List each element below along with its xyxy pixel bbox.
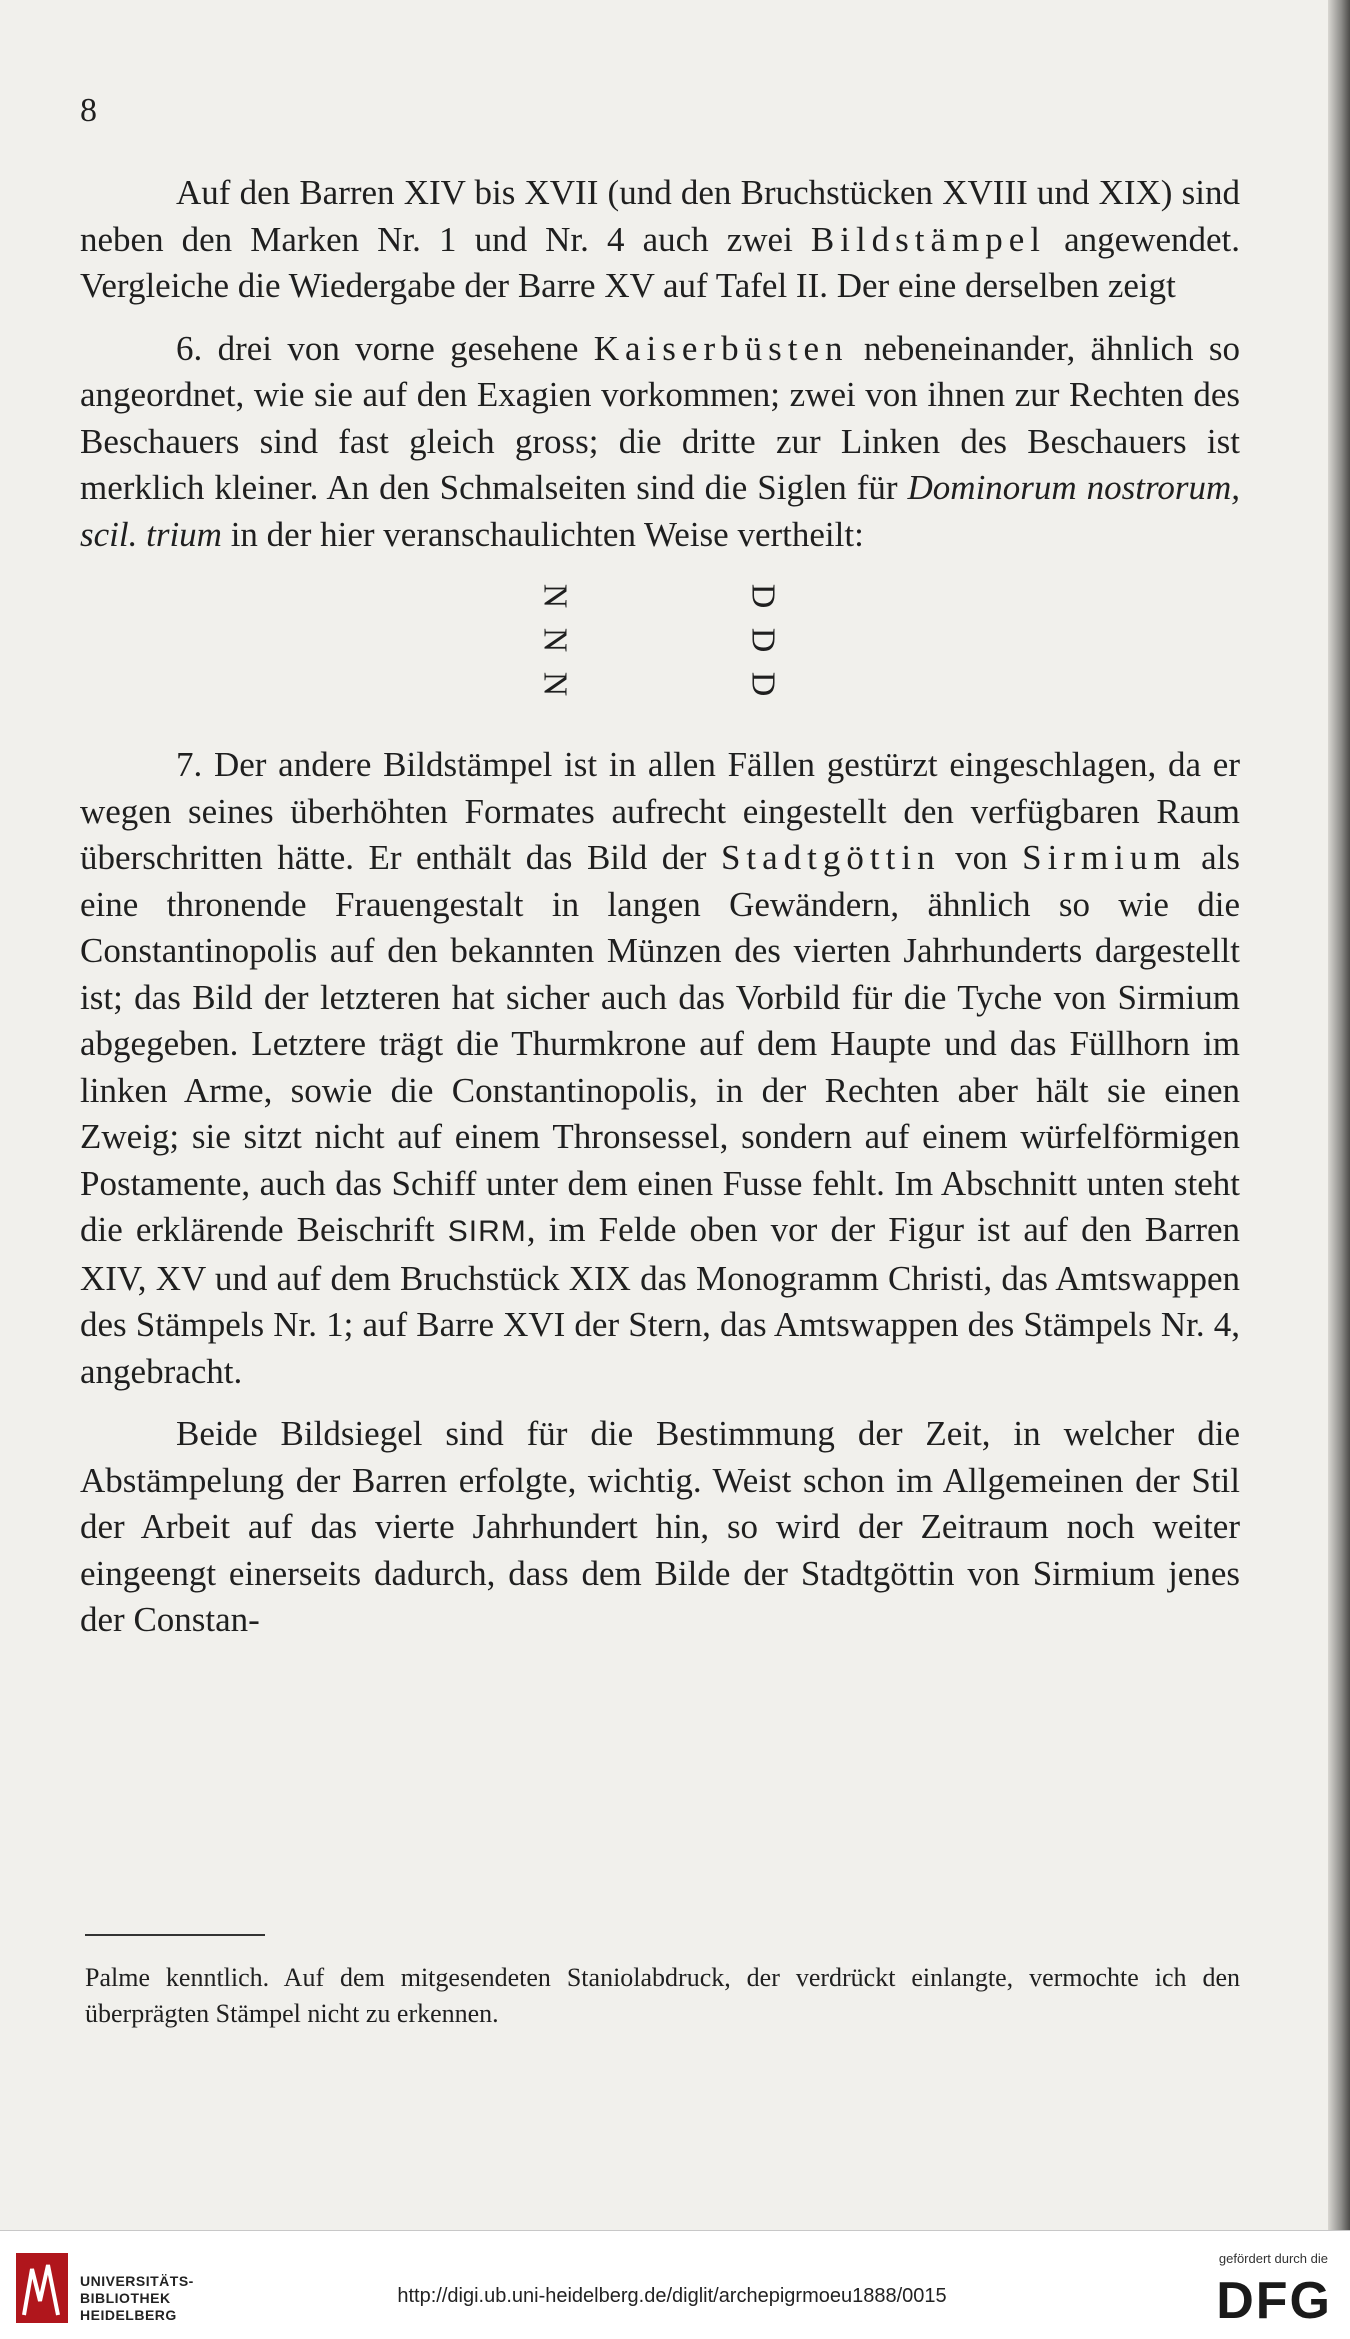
spaced-term: Sirmium bbox=[1022, 838, 1187, 877]
dfg-logo: DFG bbox=[1216, 2272, 1332, 2330]
spaced-term: Stadtgöttin bbox=[720, 838, 941, 877]
footnote-divider bbox=[85, 1934, 265, 1936]
library-name: UNIVERSITÄTS- BIBLIOTHEK HEIDELBERG bbox=[80, 2273, 194, 2323]
permalink-url[interactable]: http://digi.ub.uni-heidelberg.de/diglit/archepigrmoeu1888/0015 bbox=[397, 2285, 947, 2307]
sigla-letter: N bbox=[536, 627, 574, 653]
spaced-term: Bildstämpel bbox=[810, 219, 1047, 259]
body-text bbox=[80, 170, 1240, 1660]
sigla-letter: D bbox=[744, 671, 782, 697]
sigla-letter: N bbox=[536, 671, 574, 697]
paragraph-1: Auf den Barren XIV bis XVII (und den Bruchstücken XVIII und XIX) sind neben den Marken Nr. 1 und Nr. 4 auch zwei Bildstämpel angewendet. Vergleiche die Wiedergabe der Barre XV auf Tafel II. Der eine derselben zeigt bbox=[80, 173, 1240, 305]
paragraph-2: 6. drei von vorne gesehene Kaiserbüsten nebeneinander, ähnlich so angeordnet, wie sie auf den Exagien vorkommen; zwei von ihnen zur Rechten des Beschauers sind fast gleich gross; die dritte zur Linken des Beschauers ist merklich kleiner. An den Schmalseiten sind die Siglen für Dominorum nostrorum, scil. trium in der hier veranschaulichten Weise vertheilt: bbox=[80, 328, 1241, 554]
sigla-diagram bbox=[80, 574, 1240, 724]
page-number: 8 bbox=[80, 92, 97, 129]
spaced-term: Kaiserbüsten bbox=[593, 328, 849, 368]
sigla-column-d bbox=[744, 574, 782, 706]
funding-note: gefördert durch die bbox=[1218, 2251, 1328, 2266]
viewer-footer bbox=[0, 2230, 1350, 2339]
paragraph-3: 7. Der andere Bildstämpel ist in allen Fällen gestürzt eingeschlagen, da er wegen seines überhöhten Formates aufrecht eingestellt den verfügbaren Raum überschritten hätte. Er enthält das Bild der Stadtgöttin von Sirmium als eine thronende Frauengestalt in langen Gewändern, ähnlich so wie die Constantinopolis auf den bekannten Münzen des vierten Jahrhunderts dargestellt ist; das Bild der letzteren hat sicher auch das Vorbild für die Tyche von Sirmium abgegeben. Letztere trägt die Thurmkrone auf dem Haupte und das Füllhorn im linken Arme, sowie die Constantinopolis, in der Rechten aber hält sie einen Zweig; sie sitzt nicht auf einem Thronsessel, sondern auf einem würfelförmigen Postamente, auch das Schiff unter dem einen Fusse fehlt. Im Abschnitt unten steht die erklärende Beischrift SIRM, im Felde oben vor der Figur ist auf den Barren XIV, XV und auf dem Bruchstück XIX das Monogramm Christi, das Amtswappen des Stämpels Nr. 1; auf Barre XVI der Stern, das Amtswappen des Stämpels Nr. 4, angebracht. bbox=[80, 745, 1241, 1391]
page-edge-shadow bbox=[1328, 0, 1350, 2230]
footnote: Palme kenntlich. Auf dem mitgesendeten Staniolabdruck, der verdrückt einlangte, vermochte ich den überprägten Stämpel nicht zu erkennen. bbox=[85, 1963, 1240, 2028]
italic-term: Dominorum nostrorum, scil. trium bbox=[80, 468, 1240, 554]
sigla-letter: N bbox=[536, 583, 574, 609]
university-seal-icon bbox=[14, 2245, 70, 2329]
paragraph-4: Beide Bildsiegel sind für die Bestimmung der Zeit, in welcher die Abstämpelung der Barren erfolgte, wichtig. Weist schon im Allgemeinen der Stil der Arbeit auf das vierte Jahrhundert hin, so wird der Zeitraum noch weiter eingeengt einerseits dadurch, dass dem Bilde der Stadtgöttin von Sirmium jenes der Constan- bbox=[80, 1414, 1240, 1639]
sigla-letter: D bbox=[744, 627, 782, 653]
inscription-term: SIRM bbox=[447, 1215, 527, 1248]
sigla-column-n bbox=[536, 574, 574, 706]
sigla-letter: D bbox=[744, 583, 782, 609]
